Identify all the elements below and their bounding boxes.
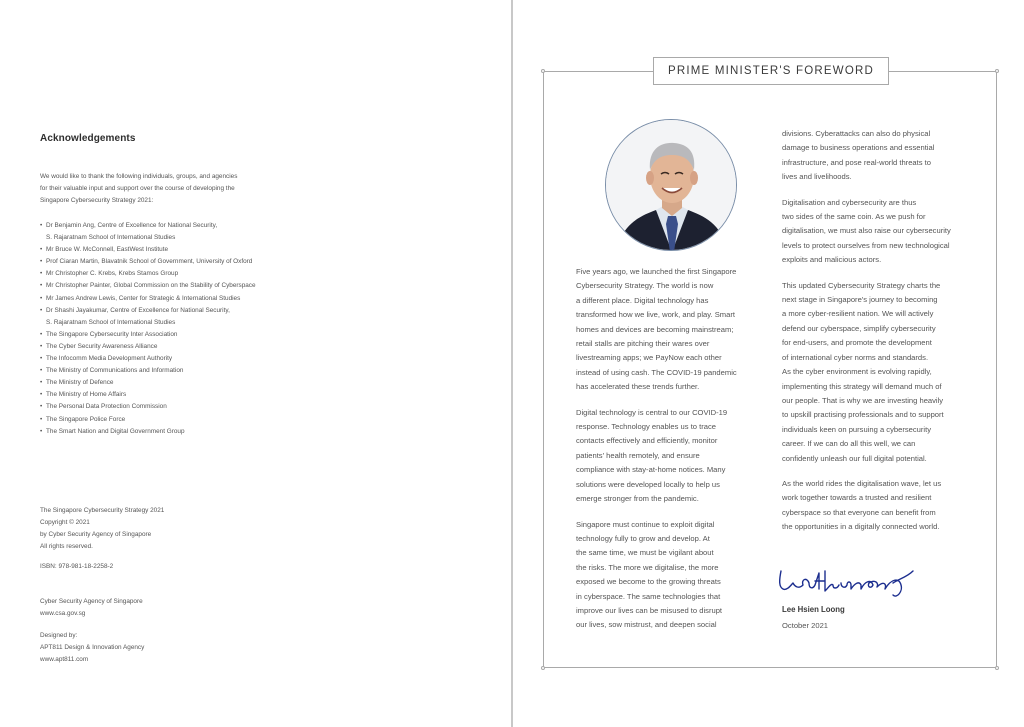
foreword-line: work together towards a trusted and resilient: [782, 493, 932, 503]
foreword-line: lives and livelihoods.: [782, 172, 852, 182]
foreword-line: response. Technology enables us to trace: [576, 422, 717, 432]
acknowledgement-line: • Mr Christopher C. Krebs, Krebs Stamos Group: [46, 270, 179, 278]
foreword-line: defend our cyberspace, simplify cybersecurity: [782, 323, 936, 333]
page-divider: [511, 0, 513, 727]
publisher-name: Cyber Security Agency of Singapore: [40, 598, 143, 605]
foreword-line: Singapore must continue to exploit digital: [576, 519, 715, 529]
isbn-text: ISBN: 978-981-18-2258-2: [40, 563, 114, 570]
acknowledgement-line: S. Rajaratnam School of International Studies: [46, 234, 176, 242]
isbn: [40, 561, 240, 573]
acknowledgement-line: • The Singapore Police Force: [46, 415, 126, 423]
copyright-line: by Cyber Security Agency of Singapore: [40, 531, 152, 538]
foreword-line: Cybersecurity Strategy. The world is now: [576, 281, 714, 291]
foreword-line: has accelerated these trends further.: [576, 382, 700, 392]
foreword-line: emerge stronger from the pandemic.: [576, 494, 699, 504]
foreword-line: digitalisation, we must also raise our cybersecurity: [782, 226, 951, 236]
acknowledgement-item: [40, 244, 310, 256]
copyright-line: Copyright © 2021: [40, 519, 90, 526]
foreword-line: exploits and malicious actors.: [782, 255, 882, 265]
foreword-line: instead of using cash. The COVID-19 pandemic: [576, 367, 737, 377]
copyright-block: [40, 505, 240, 553]
foreword-paragraph: [782, 196, 982, 268]
acknowledgement-line: • Mr James Andrew Lewis, Center for Strategic & International Studies: [46, 294, 241, 302]
foreword-line: exposed we become to the growing threats: [576, 577, 721, 587]
acknowledgement-line: • The Cyber Security Awareness Alliance: [46, 342, 158, 350]
foreword-line: This updated Cybersecurity Strategy charts the: [782, 280, 941, 290]
foreword-paragraph: [576, 518, 776, 633]
acknowledgements-intro: [40, 171, 290, 207]
foreword-line: career. If we can do all this well, we can: [782, 439, 916, 449]
acknowledgement-line: • The Ministry of Defence: [46, 379, 114, 387]
signature-image: [775, 563, 935, 603]
foreword-paragraph: [782, 279, 982, 466]
acknowledgement-line: • The Smart Nation and Digital Government Group: [46, 427, 185, 435]
foreword-line: infrastructure, and pose real-world threats to: [782, 157, 931, 167]
foreword-line: homes and devices are becoming mainstream;: [576, 324, 734, 334]
acknowledgement-item: [40, 426, 310, 438]
foreword-line: implementing this strategy will demand much of: [782, 381, 942, 391]
foreword-line: individuals keen on pursuing a cybersecurity: [782, 424, 932, 434]
acknowledgement-item: [40, 377, 310, 389]
acknowledgement-item: [40, 353, 310, 365]
designer-label: Designed by:: [40, 632, 78, 639]
acknowledgement-line: • Dr Shashi Jayakumar, Centre of Excellence for National Security,: [46, 306, 230, 314]
acknowledgement-item: [40, 305, 310, 329]
foreword-line: transformed how we live, work, and play. Smart: [576, 310, 735, 320]
acknowledgement-item: [40, 329, 310, 341]
foreword-line: a more cyber-resilient nation. We will actively: [782, 309, 934, 319]
acknowledgement-line: • The Ministry of Communications and Information: [46, 367, 184, 375]
foreword-line: the opportunities in a digitally connected world.: [782, 522, 940, 532]
intro-line: for their valuable input and support over the course of developing the: [40, 185, 235, 192]
publisher-website-link[interactable]: www.csa.gov.sg: [40, 610, 86, 617]
foreword-line: solutions were developed locally to help us: [576, 479, 720, 489]
acknowledgement-item: [40, 293, 310, 305]
acknowledgements-list: [40, 220, 310, 438]
frame-corner-dot: [541, 69, 545, 73]
publisher-block: [40, 596, 240, 620]
frame-corner-dot: [995, 69, 999, 73]
foreword-line: technology fully to grow and develop. At: [576, 533, 710, 543]
portrait-photo: [605, 119, 737, 251]
acknowledgement-item: [40, 401, 310, 413]
foreword-line: for end-users, and promote the development: [782, 338, 932, 348]
foreword-line: our lives, sow mistrust, and deepen social: [576, 620, 717, 630]
acknowledgement-line: • The Ministry of Home Affairs: [46, 391, 127, 399]
acknowledgement-line: • The Personal Data Protection Commission: [46, 403, 167, 411]
acknowledgement-line: • Prof Ciaran Martin, Blavatnik School of Government, University of Oxford: [46, 258, 253, 266]
acknowledgement-line: • The Singapore Cybersecurity Inter Association: [46, 330, 178, 338]
foreword-line: damage to business operations and essential: [782, 143, 935, 153]
foreword-title: PRIME MINISTER'S FOREWORD: [653, 57, 889, 85]
acknowledgement-line: • Dr Benjamin Ang, Centre of Excellence for National Security,: [46, 222, 218, 229]
foreword-line: cyberspace so that everyone can benefit from: [782, 507, 936, 517]
acknowledgement-line: • Mr Bruce W. McConnell, EastWest Institute: [46, 246, 169, 254]
foreword-paragraph: [782, 477, 982, 535]
signer-date: October 2021: [782, 621, 829, 630]
acknowledgement-item: [40, 220, 310, 244]
left-page: [0, 0, 511, 727]
foreword-column-right: [782, 127, 982, 546]
acknowledgement-item: [40, 341, 310, 353]
foreword-line: As the world rides the digitalisation wave, let us: [782, 478, 942, 488]
designer-website-link[interactable]: www.apt811.com: [40, 656, 89, 663]
foreword-line: levels to protect ourselves from new technological: [782, 240, 950, 250]
foreword-line: Digital technology is central to our COVID-19: [576, 407, 728, 417]
intro-line: We would like to thank the following individuals, groups, and agencies: [40, 173, 238, 180]
copyright-line: The Singapore Cybersecurity Strategy 2021: [40, 507, 165, 514]
foreword-line: the same time, we must be vigilant about: [576, 548, 714, 558]
foreword-line: two sides of the same coin. As we push for: [782, 212, 926, 222]
foreword-line: patients' health remotely, and ensure: [576, 450, 700, 460]
intro-line: Singapore Cybersecurity Strategy 2021:: [40, 197, 154, 204]
foreword-line: retail stalls are pitching their wares over: [576, 339, 710, 349]
acknowledgement-item: [40, 280, 310, 292]
acknowledgement-line: S. Rajaratnam School of International Studies: [46, 318, 176, 326]
designer-block: [40, 630, 240, 666]
acknowledgement-line: • The Infocomm Media Development Authority: [46, 355, 173, 363]
foreword-line: livestreaming apps; we PayNow each other: [576, 353, 722, 363]
foreword-line: Five years ago, we launched the first Singapore: [576, 267, 737, 276]
foreword-line: of international cyber norms and standards.: [782, 352, 929, 362]
acknowledgements-heading: Acknowledgements: [40, 133, 136, 144]
portrait-illustration: [606, 120, 737, 251]
acknowledgement-item: [40, 256, 310, 268]
foreword-paragraph: [576, 406, 776, 507]
acknowledgement-item: [40, 414, 310, 426]
foreword-line: contacts effectively and efficiently, monitor: [576, 436, 718, 446]
foreword-paragraph: [782, 127, 982, 185]
foreword-column-left: [576, 265, 776, 644]
acknowledgement-item: [40, 268, 310, 280]
acknowledgement-line: • Mr Christopher Painter, Global Commission on the Stability of Cyberspace: [46, 282, 256, 290]
signer-name: Lee Hsien Loong: [782, 605, 845, 614]
foreword-paragraph: [576, 265, 776, 395]
foreword-line: confidently unleash our full digital potential.: [782, 453, 927, 463]
foreword-line: to upskill practising professionals and to support: [782, 410, 944, 420]
foreword-line: improve our lives can be misused to disrupt: [576, 605, 723, 615]
copyright-line: All rights reserved.: [40, 543, 93, 550]
foreword-line: divisions. Cyberattacks can also do physical: [782, 129, 931, 138]
acknowledgement-item: [40, 389, 310, 401]
foreword-line: compliance with stay-at-home notices. Many: [576, 465, 726, 475]
designer-name: APT811 Design & Innovation Agency: [40, 644, 145, 651]
foreword-line: the risks. The more we digitalise, the more: [576, 562, 719, 572]
foreword-line: Digitalisation and cybersecurity are thus: [782, 197, 917, 207]
frame-corner-dot: [995, 666, 999, 670]
foreword-line: in cyberspace. The same technologies that: [576, 591, 721, 601]
acknowledgement-item: [40, 365, 310, 377]
foreword-line: next stage in Singapore's journey to becoming: [782, 295, 938, 305]
frame-corner-dot: [541, 666, 545, 670]
foreword-line: As the cyber environment is evolving rapidly,: [782, 367, 932, 377]
foreword-line: a different place. Digital technology has: [576, 295, 709, 305]
foreword-line: our people. That is why we are investing heavily: [782, 395, 944, 405]
